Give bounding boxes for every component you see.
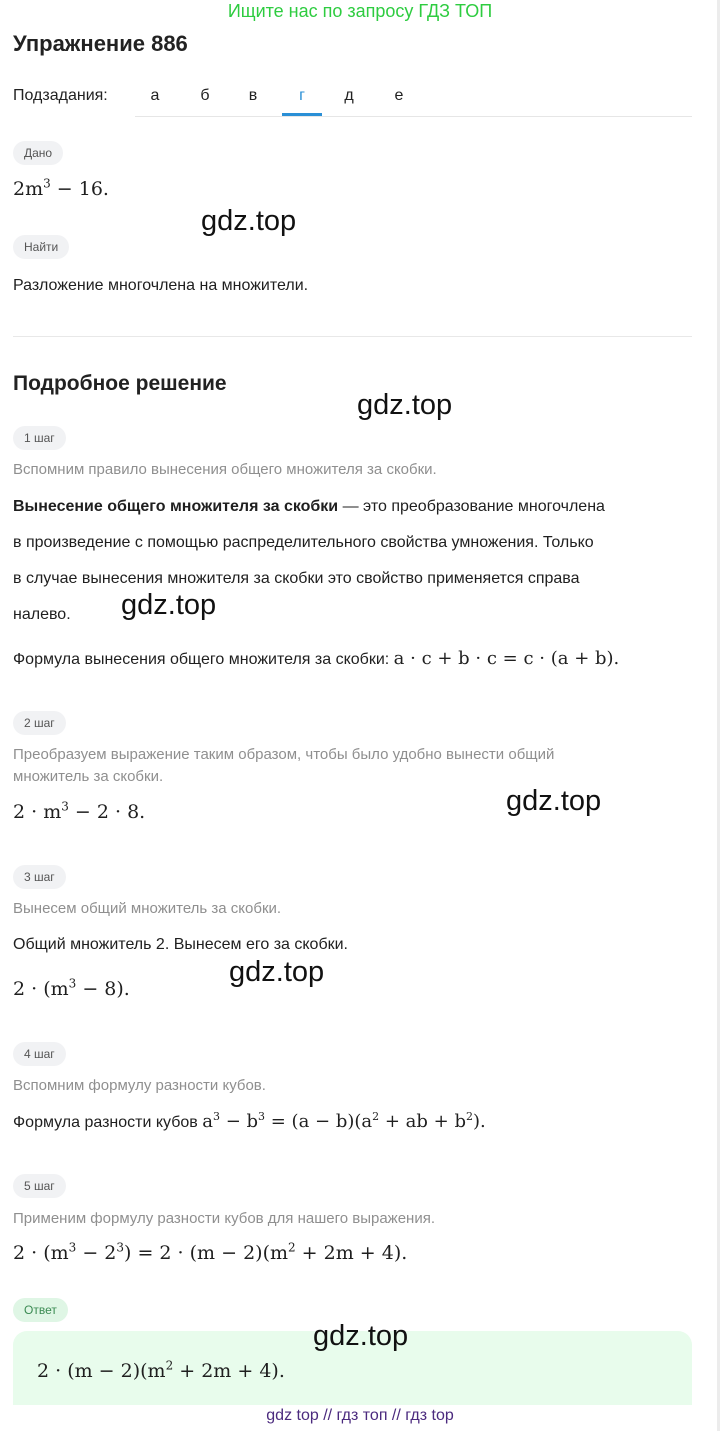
watermark: gdz.top [229, 956, 325, 988]
step1-hint: Вспомним правило вынесения общего множителя за скобки. [13, 461, 437, 478]
subtasks-label: Подзадания: [13, 87, 108, 104]
tab-d[interactable]: д [344, 87, 354, 104]
watermark: gdz.top [121, 589, 217, 621]
top-banner[interactable]: Ищите нас по запросу ГДЗ ТОП [227, 1, 493, 21]
answer-expression: $2 \cdot (m - 2)(m^2 + 2m + 4)$. [37, 1358, 285, 1382]
step2-hint-line1: Преобразуем выражение таким образом, чтобы было удобно вынести общий [13, 746, 555, 763]
given-expression: $2m^3 - 16$. [13, 176, 109, 200]
watermark: gdz.top [506, 785, 602, 817]
divider [13, 336, 692, 337]
step1-formula: Формула вынесения общего множителя за скобки: a · c + b · c = c · (a + b). [13, 648, 620, 669]
find-chip: Найти [13, 235, 69, 259]
watermark: gdz.top [313, 1320, 409, 1352]
step3-expression: $2 \cdot (m^3 - 8)$. [13, 976, 130, 1000]
step2-hint-line2: множитель за скобки. [13, 768, 164, 785]
step5-hint: Применим формулу разности кубов для нашего выражения. [13, 1210, 436, 1227]
step4-chip: 4 шаг [13, 1042, 66, 1066]
step4-formula: Формула разности кубов $a^3 - b^3 = (a - b)(a^2$ + ab + $b^2$). [13, 1110, 486, 1132]
step1-line3: в случае вынесения множителя за скобки это свойство применяется справа [13, 570, 580, 587]
find-text: Разложение многочлена на множители. [13, 277, 309, 294]
step3-chip: 3 шаг [13, 865, 66, 889]
given-chip: Дано [13, 141, 63, 165]
subtask-tabs [135, 80, 692, 117]
step2-expression: $2 \cdot m^3 - 2 \cdot 8$. [13, 799, 146, 823]
watermark: gdz.top [357, 389, 453, 421]
page-title: Упражнение 886 [13, 31, 188, 56]
solution-title: Подробное решение [13, 372, 227, 395]
step5-expression: $2 \cdot (m^3 - 2^3) = 2 \cdot (m - 2)(m^2 + 2m + 4)$. [13, 1240, 408, 1264]
footer-links[interactable]: gdz top // гдз топ // гдз top [266, 1407, 454, 1424]
watermark: gdz.top [201, 205, 297, 237]
answer-chip: Ответ [13, 1298, 68, 1322]
step5-chip: 5 шаг [13, 1174, 66, 1198]
step2-chip: 2 шаг [13, 711, 66, 735]
step1-line2: в произведение с помощью распределительного свойства умножения. Только [13, 534, 594, 551]
tab-a[interactable]: а [150, 87, 160, 104]
tab-g[interactable]: г [282, 80, 322, 116]
step1-line1: Вынесение общего множителя за скобки — это преобразование многочлена [13, 498, 605, 515]
tab-e[interactable]: е [394, 87, 404, 104]
step4-hint: Вспомним формулу разности кубов. [13, 1077, 266, 1094]
step3-text: Общий множитель 2. Вынесем его за скобки. [13, 936, 348, 953]
step1-chip: 1 шаг [13, 426, 66, 450]
tab-v[interactable]: в [248, 87, 258, 104]
step3-hint: Вынесем общий множитель за скобки. [13, 900, 282, 917]
tab-b[interactable]: б [200, 87, 210, 104]
step1-line4: налево. [13, 606, 71, 623]
